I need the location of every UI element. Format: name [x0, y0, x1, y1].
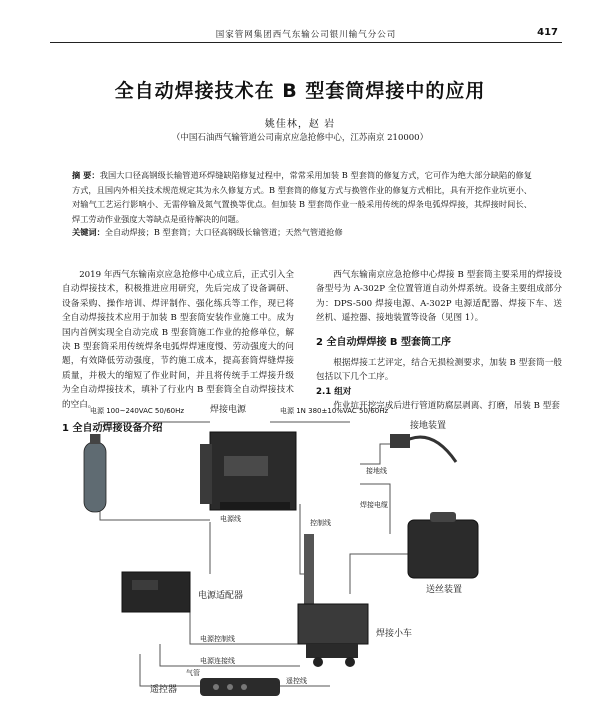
remote-control	[200, 678, 280, 696]
power-adapter	[122, 572, 190, 612]
procedure-paragraph: 根据焊接工艺评定，结合无损检测要求，加装 B 型套筒一般包括以下几个工序。	[316, 358, 562, 383]
label-power-input-left: 电源 100~240VAC 50/60Hz	[90, 407, 185, 415]
equipment-diagram-svg	[60, 404, 564, 700]
label-welding-carriage: 焊接小车	[376, 629, 413, 639]
affiliation: （中国石油西气输管道公司南京应急抢修中心，江苏南京 210000）	[171, 133, 429, 143]
right-column	[316, 268, 562, 414]
label-cable-signal: 电源控制线	[200, 635, 235, 643]
carriage-wheel-left	[313, 657, 323, 667]
section-1-heading: 1 全自动焊接设备介绍	[62, 423, 163, 435]
label-welding-power: 焊接电源	[210, 405, 247, 415]
abstract-label: 摘 要：	[72, 170, 100, 180]
label-cable-weld: 焊接电缆	[360, 501, 388, 509]
label-wire-feed-device: 送丝装置	[426, 585, 463, 595]
carriage-track	[306, 644, 358, 658]
remote-button-1	[213, 684, 219, 690]
keywords-label: 关键词：	[72, 227, 105, 237]
ground-clamp-head	[390, 434, 410, 448]
adapter-panel	[132, 580, 158, 590]
remote-button-3	[241, 684, 247, 690]
ground-clamp	[390, 434, 456, 462]
journal-name: 国家管网集团西气东输公司银川输气分公司	[215, 30, 397, 40]
label-ground-device: 接地装置	[410, 421, 447, 431]
label-cable-power: 电源线	[220, 515, 241, 523]
wire-feed-case-handle	[430, 512, 456, 522]
subsection-2-1-heading: 2.1 组对	[316, 386, 352, 397]
power-source-panel	[224, 456, 268, 476]
gas-cylinder-body	[84, 442, 106, 512]
carriage-body	[298, 604, 368, 644]
label-cable-ground: 接地线	[366, 467, 387, 475]
authors: 姚佳林，赵 岩	[264, 119, 336, 130]
abstract	[72, 168, 532, 226]
wire-feed-case-body	[408, 520, 478, 578]
power-source-handle	[200, 444, 212, 504]
welding-power-source	[200, 432, 296, 510]
gas-cylinder	[84, 434, 106, 512]
label-gas: 气管	[186, 669, 200, 677]
figure-1-equipment-diagram	[60, 404, 564, 700]
page-number: 417	[537, 27, 558, 38]
remote-button-2	[227, 684, 233, 690]
wire-feed-case	[408, 512, 478, 578]
remote-body	[200, 678, 280, 696]
gas-hose-line	[100, 434, 210, 520]
adapter-body	[122, 572, 190, 612]
label-remote: 遥控器	[150, 685, 178, 695]
power-source-base	[220, 502, 290, 510]
gas-cylinder-valve	[90, 434, 100, 444]
section-2-heading: 2 全自动焊焊接 B 型套筒工序	[316, 336, 452, 348]
abstract-text: 我国大口径高钢级长输管道环焊缝缺陷修复过程中，常常采用加装 B 型套筒的修复方式，它可作为绝大部分缺陷的修复方式，且国内外相关技术规范规定其为永久修复方式。B 型套筒的修复方式与换管作业的修复方式相比，具有开挖作业坑更小、对输气工艺运行影响小、无需停输及氮气置换等优点。但加装 B 型套筒作业一般采用传统的焊条电弧焊焊接，其焊接时间长、焊工劳动作业强度大等缺点是亟待解决的问题。	[72, 170, 532, 224]
label-remote-cable: 遥控线	[286, 677, 307, 685]
assembly-paragraph: 作业坑开挖完成后进行管道防腐层剥离、打磨，吊装 B 型套	[333, 401, 560, 412]
label-cable-aux: 电源连接线	[200, 657, 235, 665]
keywords	[72, 227, 532, 238]
label-cable-control: 控制线	[310, 519, 331, 527]
paper-title: 全自动焊接技术在 B 型套筒焊接中的应用	[114, 80, 486, 102]
intro-paragraph: 2019 年西气东输南京应急抢修中心成立后，正式引入全自动焊接技术，积极推进应用研究，先后完成了设备调研、设备采购、操作培训、焊评制作、强化练兵等工作，现已将全自动焊接技术应用于加装 B 型套筒安装作业施工中。成为国内首例实现全自动完成 B 型套筒施工作业的抢修单位，解决 B 型套筒采用传统焊条电弧焊焊速度慢、劳动强度大的问题，有效降低劳动强度，节约施工成本，提高套筒焊缝焊接质量，并极大的缩短了作业时间，并且将传统手工焊接升级为全自动焊接技术，填补了行业内 B 型套筒全自动焊接技术的空白。	[62, 270, 294, 410]
equipment-paragraph: 西气东输南京应急抢修中心焊接 B 型套筒主要采用的焊接设备型号为 A-302P 全位置管道自动外焊系统。设备主要组成部分为：DPS-500 焊接电源、A-302P 电源适配器、焊接下车、送丝机、遥控器、接地装置等设备（见图 1）。	[316, 270, 562, 324]
carriage-wheel-right	[345, 657, 355, 667]
running-header	[50, 26, 562, 43]
label-adapter: 电源适配器	[198, 591, 244, 601]
label-power-input-right: 电源 1N 380±10%VAC 50/60Hz	[280, 407, 389, 415]
keywords-text: 全自动焊接；B 型套筒；大口径高钢级长输管道；天然气管道抢修	[104, 227, 343, 237]
